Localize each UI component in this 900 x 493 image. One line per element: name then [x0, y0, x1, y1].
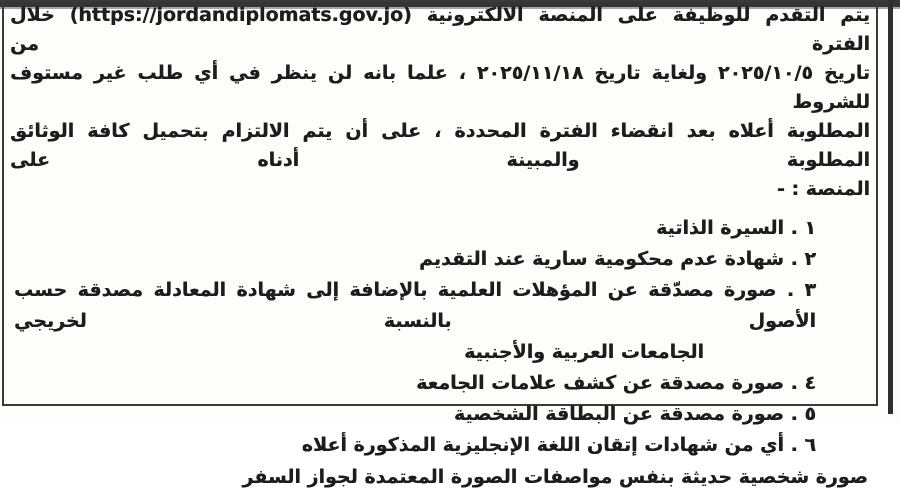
document-border-right-outer [888, 0, 893, 414]
list-item-5 [10, 399, 870, 430]
date-label-until: ولغاية تاريخ [594, 62, 707, 84]
list-item-3 [10, 275, 870, 337]
document-border-right-inner [876, 0, 878, 406]
list-item-6 [10, 430, 870, 461]
item-text: السيرة الذاتية [655, 217, 784, 239]
list-item-2 [10, 244, 870, 275]
intro-line-2-rest: ، علما بانه لن ينظر في أي طلب غير مستوف للشروط [10, 62, 870, 113]
list-item-1 [10, 213, 870, 244]
item-text: صورة مصدّقة عن المؤهلات العلمية بالإضافة إلى شهادة المعادلة مصدقة حسب الأصول بالنسبة لخريجي [14, 279, 816, 332]
item-text: صورة مصدقة عن كشف علامات الجامعة [416, 372, 784, 394]
document-border-left [2, 0, 4, 406]
list-item-3-continuation: الجامعات العربية والأجنبية [464, 341, 704, 363]
intro-line-1-suffix: خلال الفترة من [10, 4, 870, 55]
item-text: صورة مصدقة عن البطاقة الشخصية [453, 403, 784, 425]
required-documents-list [10, 213, 870, 461]
application-start-date: ٢٠٢٥/١٠/٥ [717, 62, 813, 84]
intro-line-1 [10, 1, 870, 59]
item-number: ٦ . [790, 434, 816, 456]
intro-line-2 [10, 59, 870, 117]
item-text: شهادة عدم محكومية سارية عند التقديم [418, 248, 784, 270]
date-label-from: تاريخ [823, 62, 870, 84]
application-end-date: ٢٠٢٥/١١/١٨ [476, 62, 584, 84]
intro-line-4-platform: المنصة : - [776, 178, 870, 200]
list-item-4 [10, 368, 870, 399]
item-number: ١ . [790, 217, 816, 239]
announcement-body [10, 1, 870, 493]
portal-url: (https://jordandiplomats.gov.jo) [69, 4, 412, 26]
item-number: ٤ . [790, 372, 816, 394]
item-number: ٥ . [790, 403, 816, 425]
passport-photo-note: صورة شخصية حديثة بنفس مواصفات الصورة المعتمدة لجواز السفر [242, 466, 868, 488]
item-number: ٣ . [786, 279, 816, 301]
item-text: أي من شهادات إتقان اللغة الإنجليزية المذكورة أعلاه [301, 434, 784, 456]
intro-line-3: المطلوبة أعلاه بعد انقضاء الفترة المحددة ، على أن يتم الالتزام بتحميل كافة الوثائق المطلوبة والمبينة أدناه على [10, 120, 870, 171]
intro-line-1-prefix: يتم التقدم للوظيفة على المنصة الالكترونية [426, 4, 870, 26]
item-number: ٢ . [790, 248, 816, 270]
